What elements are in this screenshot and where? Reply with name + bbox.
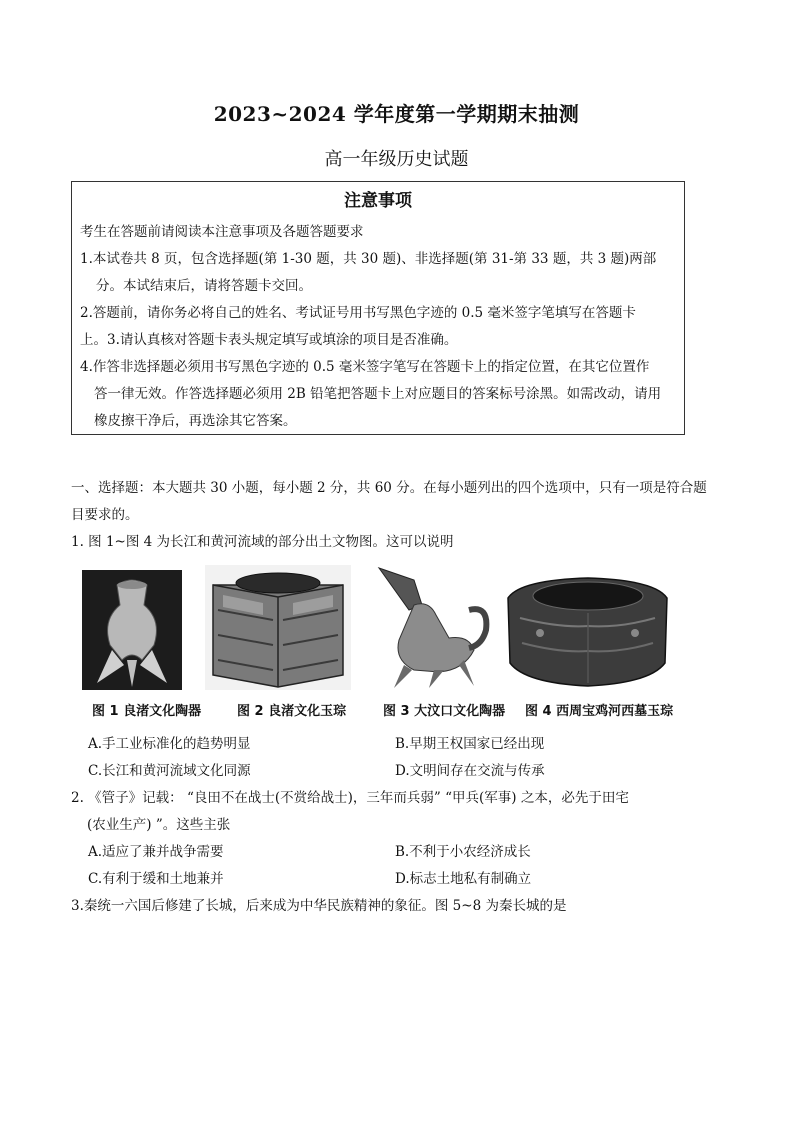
notice-line: 1.本试卷共 8 页，包含选择题(第 1-30 题，共 30 题)、非选择题(第 31-第 33 题，共 3 题)两部 bbox=[80, 251, 657, 267]
exam-subtitle: 高一年级历史试题 bbox=[324, 149, 469, 170]
notice-line: 分。本试结束后，请将答题卡交回。 bbox=[96, 278, 312, 294]
figure-3-caption: 图 3 大汶口文化陶器 bbox=[383, 704, 506, 719]
figure-4-caption: 图 4 西周宝鸡河西墓玉琮 bbox=[525, 704, 674, 719]
q1-option-d: D.文明间存在交流与传承 bbox=[395, 763, 545, 779]
q2-option-c: C.有利于缓和土地兼并 bbox=[88, 871, 224, 887]
q2-stem: 2. 《管子》记载： “良田不在战士(不赏给战士)，三年而兵弱” “甲兵(军事) 之本，必先于田宅 bbox=[71, 790, 629, 806]
section-instruction: 一、选择题：本大题共 30 小题，每小题 2 分，共 60 分。在每小题列出的四个选项中，只有一项是符合题 bbox=[71, 480, 707, 496]
figure-4-jade-cong-image bbox=[500, 568, 675, 688]
notice-box bbox=[71, 181, 685, 435]
q2-option-b: B.不利于小农经济成长 bbox=[395, 844, 531, 860]
figure-2-jade-cong-image bbox=[203, 565, 353, 690]
notice-line: 上。3.请认真核对答题卡表头规定填写或填涂的项目是否准确。 bbox=[80, 332, 458, 348]
notice-line: 橡皮擦干净后，再选涂其它答案。 bbox=[94, 413, 297, 429]
q2-option-a: A.适应了兼并战争需要 bbox=[88, 844, 224, 860]
q1-option-c: C.长江和黄河流域文化同源 bbox=[88, 763, 251, 779]
notice-line: 答一律无效。作答选择题必须用 2B 铅笔把答题卡上对应题目的答案标号涂黑。如需改动，请用 bbox=[94, 386, 662, 402]
q2-option-d: D.标志土地私有制确立 bbox=[395, 871, 532, 887]
figure-3-pottery-image bbox=[374, 560, 494, 690]
section-instruction-cont: 目要求的。 bbox=[71, 507, 139, 523]
q3-stem: 3.秦统一六国后修建了长城，后来成为中华民族精神的象征。图 5~8 为秦长城的是 bbox=[71, 898, 567, 914]
q1-option-a: A.手工业标准化的趋势明显 bbox=[88, 736, 251, 752]
notice-line: 4.作答非选择题必须用书写黑色字迹的 0.5 毫米签字笔写在答题卡上的指定位置，在其它位置作 bbox=[80, 359, 650, 375]
notice-line: 2.答题前，请你务必将自己的姓名、考试证号用书写黑色字迹的 0.5 毫米签字笔填写在答题卡 bbox=[80, 305, 636, 321]
figure-1-caption: 图 1 良渚文化陶器 bbox=[92, 704, 202, 719]
q2-stem-cont: (农业生产) ”。这些主张 bbox=[87, 817, 231, 833]
notice-line: 考生在答题前请阅读本注意事项及各题答题要求 bbox=[80, 224, 364, 240]
q1-stem: 1. 图 1~图 4 为长江和黄河流域的部分出土文物图。这可以说明 bbox=[71, 534, 454, 550]
exam-title: 2023~2024 学年度第一学期期末抽测 bbox=[213, 102, 580, 126]
notice-heading: 注意事项 bbox=[344, 191, 412, 211]
figure-1-pottery-image bbox=[82, 565, 182, 695]
figure-2-caption: 图 2 良渚文化玉琮 bbox=[237, 704, 347, 719]
q1-option-b: B.早期王权国家已经出现 bbox=[395, 736, 545, 752]
